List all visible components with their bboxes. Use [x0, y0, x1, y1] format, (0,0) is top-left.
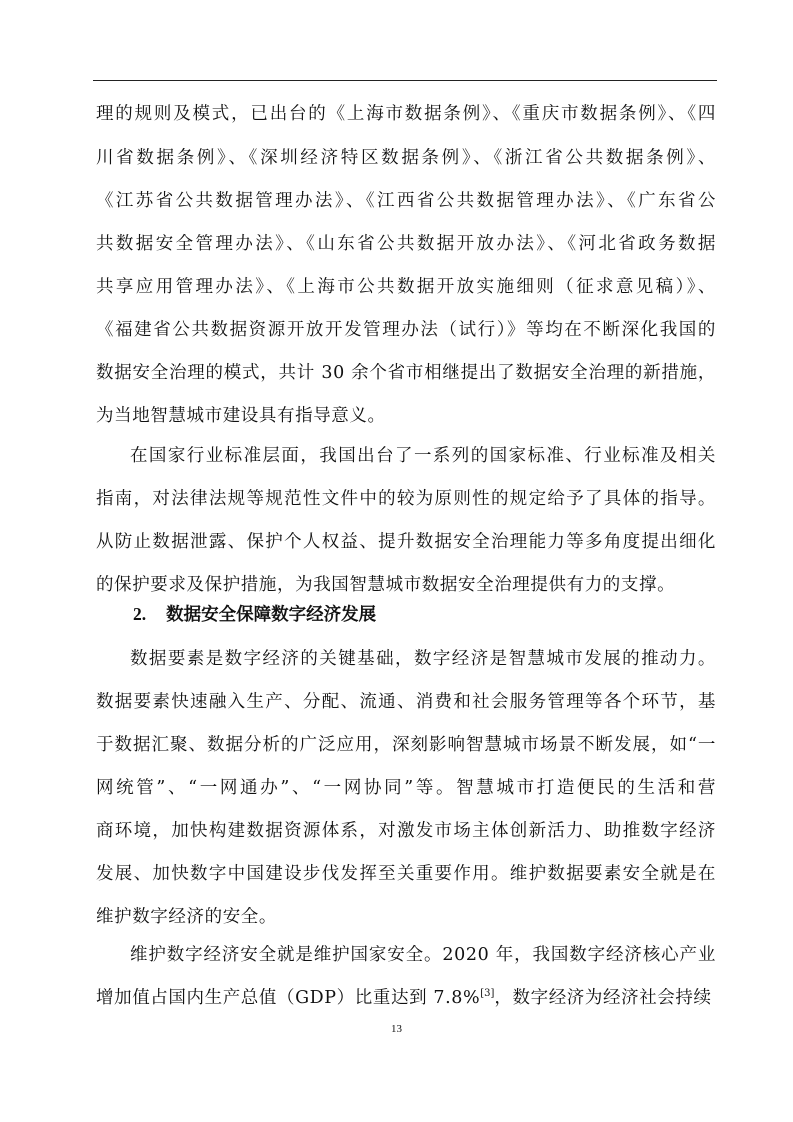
para3-line-7: 维护数字经济的安全。 [96, 907, 277, 927]
para4-line-2-rest: ，数字经济为经济社会持续 [494, 988, 712, 1008]
para1-line-2: 川省数据条例》、《深圳经济特区数据条例》、《浙江省公共数据条例》、 [96, 148, 716, 168]
page-number: 13 [391, 1023, 402, 1035]
section-number: 2. [133, 604, 147, 624]
header-rule [93, 80, 717, 81]
para1-line-1: 理的规则及模式，已出台的《上海市数据条例》、《重庆市数据条例》、《四 [96, 104, 716, 124]
para4-line-2 [96, 984, 716, 1012]
para2-line-2: 指南，对法律法规等规范性文件中的较为原则性的规定给予了具体的指导。 [96, 489, 716, 509]
para4-line-1: 维护数字经济安全就是维护国家安全。2020 年，我国数字经济核心产业 [130, 945, 716, 965]
citation-link[interactable]: [3] [480, 988, 495, 1000]
para2-line-3: 从防止数据泄露、保护个人权益、提升数据安全治理能力等多角度提出细化 [96, 532, 716, 552]
para3-line-2: 数据要素快速融入生产、分配、流通、消费和社会服务管理等各个环节，基 [96, 692, 716, 712]
para3-line-6: 发展、加快数字中国建设步伐发挥至关重要作用。维护数据要素安全就是在 [96, 864, 716, 884]
para1-line-6: 《福建省公共数据资源开放开发管理办法（试行）》等均在不断深化我国的 [96, 320, 716, 340]
para3-line-3: 于数据汇聚、数据分析的广泛应用，深刻影响智慧城市场景不断发展，如“一 [96, 735, 716, 755]
para1-line-7: 数据安全治理的模式，共计 30 余个省市相继提出了数据安全治理的新措施， [96, 363, 716, 383]
section-heading [133, 600, 376, 628]
para3-line-4: 网统管”、“一网通办”、“一网协同”等。智慧城市打造便民的生活和营 [96, 778, 716, 798]
para1-line-5: 共享应用管理办法》、《上海市公共数据开放实施细则（征求意见稿）》、 [96, 277, 716, 297]
para2-line-1: 在国家行业标准层面，我国出台了一系列的国家标准、行业标准及相关 [130, 446, 716, 466]
para1-line-8: 为当地智慧城市建设具有指导意义。 [96, 406, 386, 426]
para2-line-4: 的保护要求及保护措施，为我国智慧城市数据安全治理提供有力的支撑。 [96, 575, 676, 595]
para1-line-3: 《江苏省公共数据管理办法》、《江西省公共数据管理办法》、《广东省公 [96, 191, 716, 211]
para3-line-1: 数据要素是数字经济的关键基础，数字经济是智慧城市发展的推动力。 [130, 649, 716, 669]
section-title: 数据安全保障数字经济发展 [166, 605, 377, 625]
para4-line-2-text: 增加值占国内生产总值（GDP）比重达到 7.8% [96, 988, 481, 1008]
para3-line-5: 商环境，加快构建数据资源体系，对激发市场主体创新活力、助推数字经济 [96, 821, 716, 841]
para1-line-4: 共数据安全管理办法》、《山东省公共数据开放办法》、《河北省政务数据 [96, 234, 716, 254]
